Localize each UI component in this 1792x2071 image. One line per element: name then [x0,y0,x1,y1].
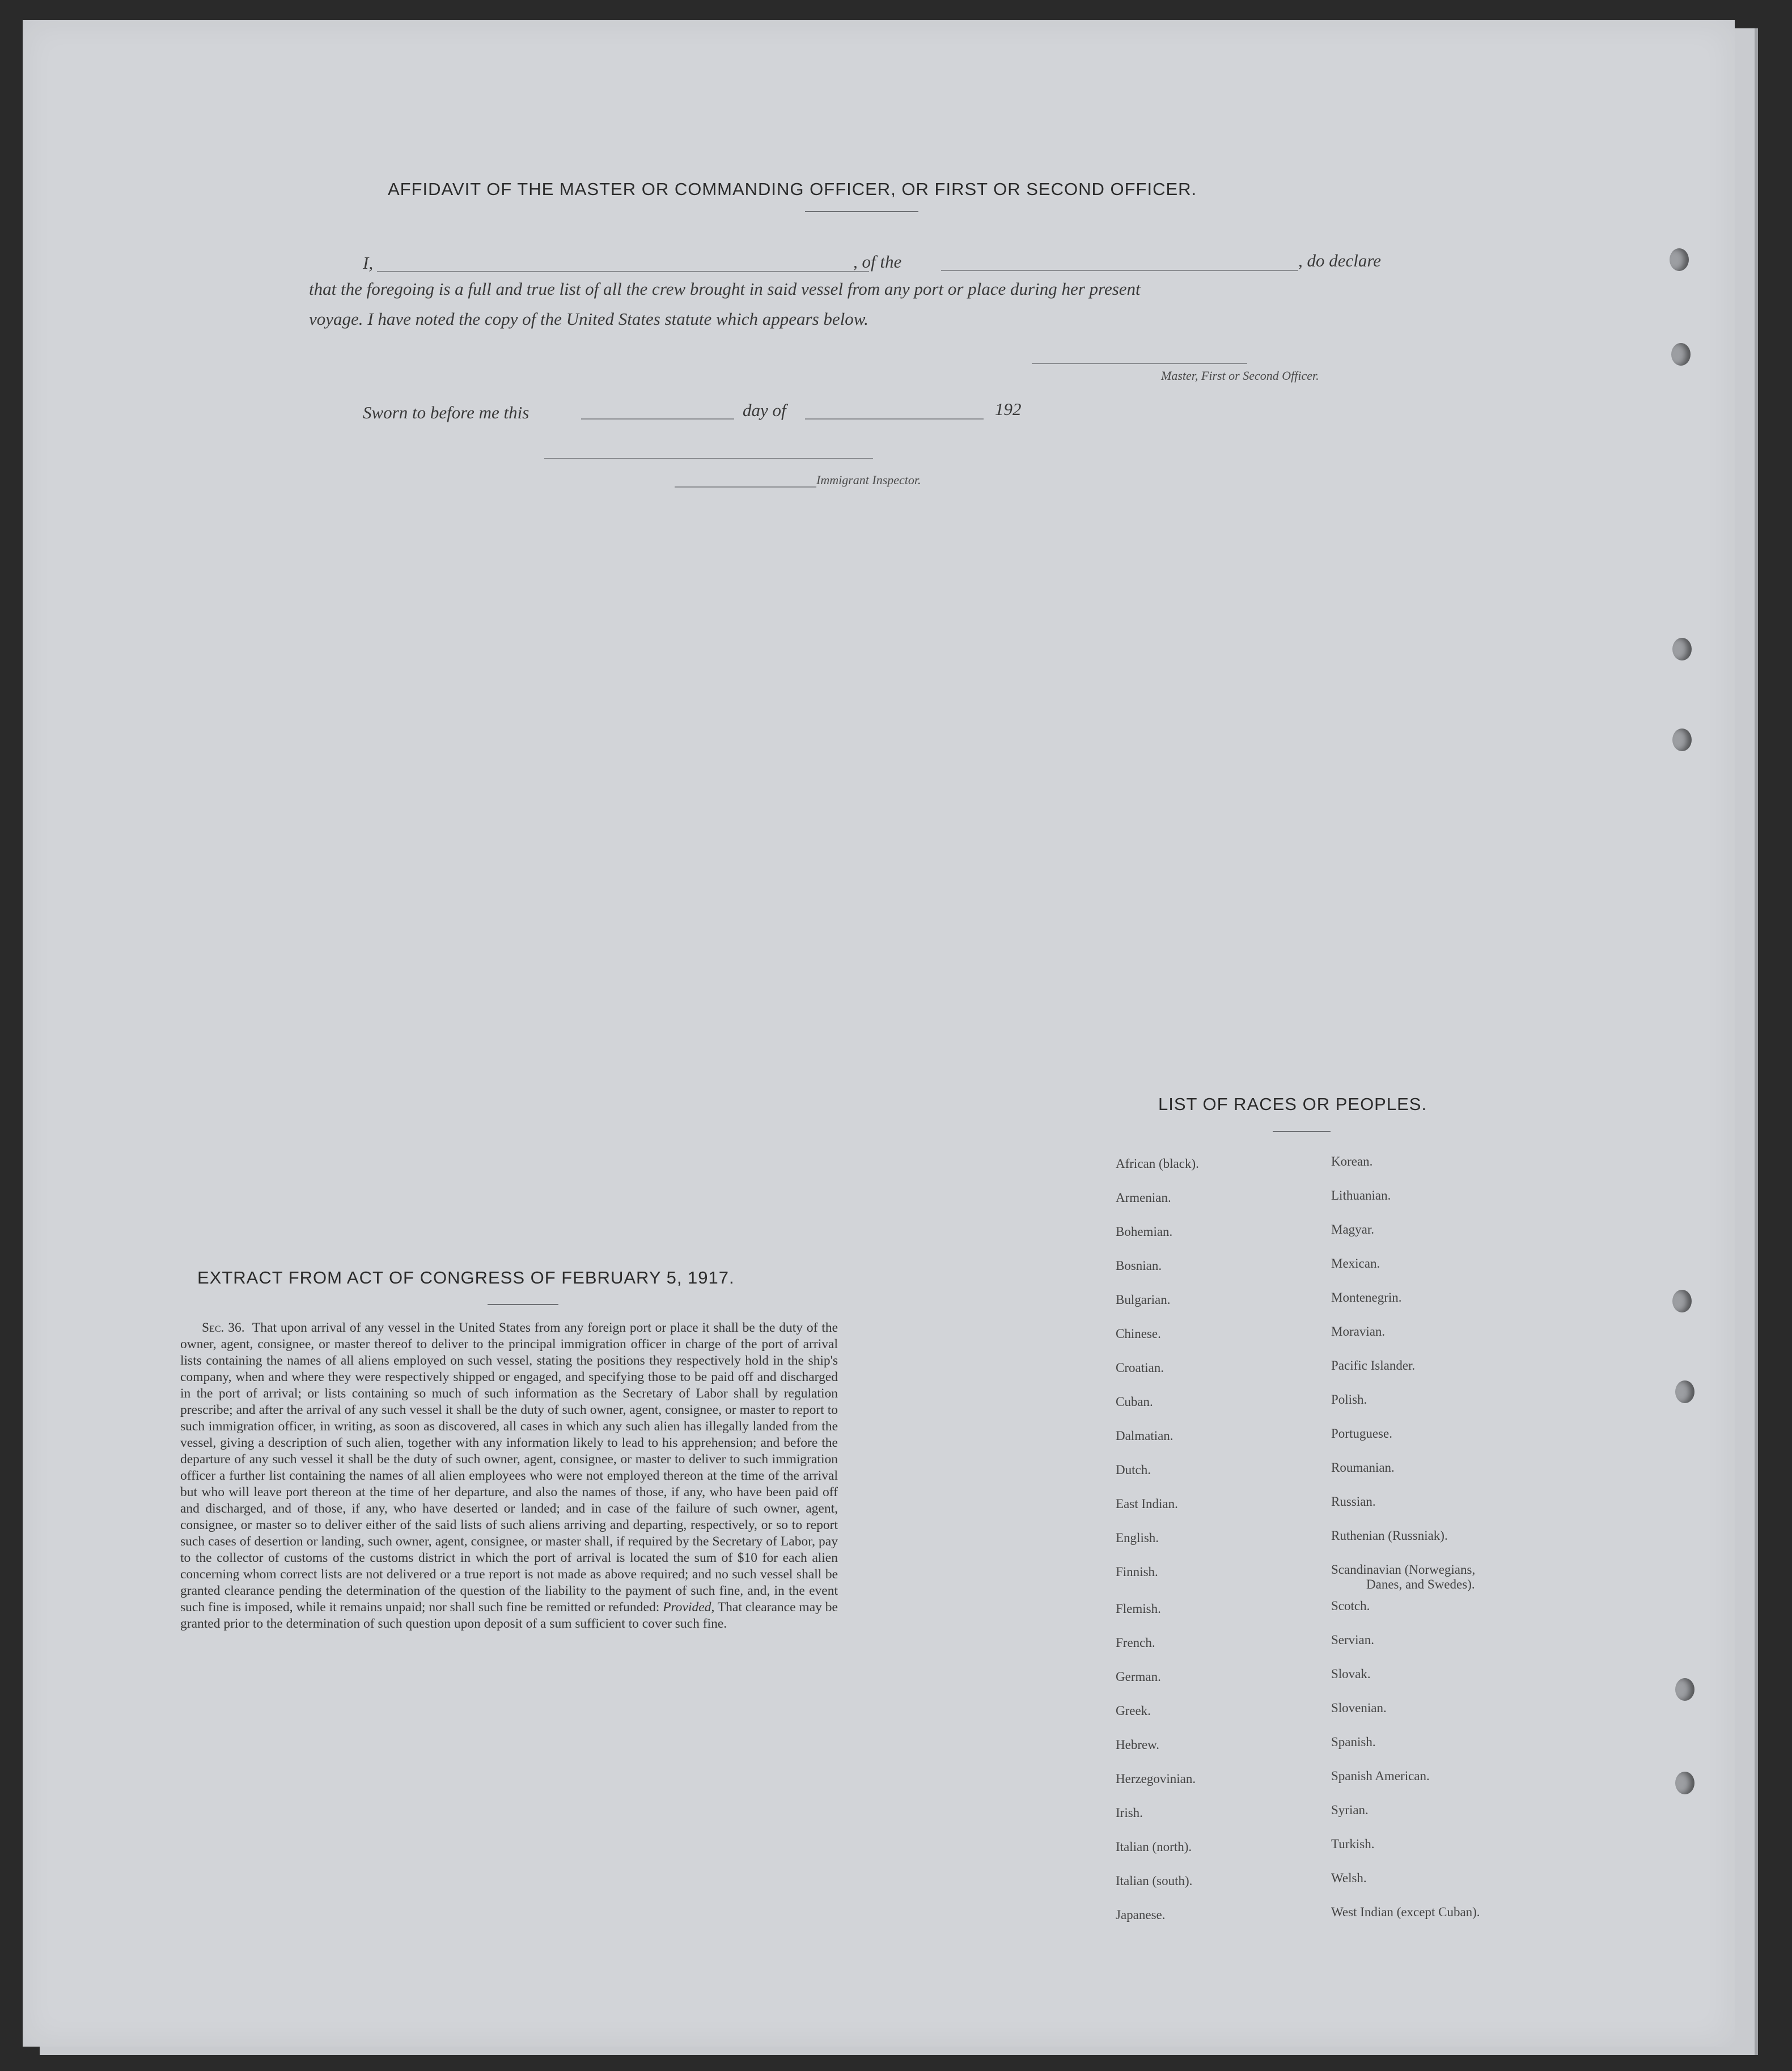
race-item: Roumanian. [1331,1460,1395,1475]
race-item: Italian (north). [1116,1840,1192,1854]
year-label: 192 [995,399,1022,419]
name-blank [377,271,869,272]
race-item: Herzegovinian. [1116,1772,1196,1786]
race-item: Syrian. [1331,1803,1369,1817]
race-item: Scotch. [1331,1599,1370,1613]
punch-hole [1672,1290,1692,1312]
provided-word: Provided, [663,1600,715,1615]
races-column-2 [1331,1154,1480,1939]
sworn-day-blank [581,418,734,420]
race-item-line: Danes, and Swedes). [1366,1577,1475,1591]
race-item: Ruthenian (Russniak). [1331,1528,1448,1543]
punch-hole [1675,1380,1694,1403]
race-item: Bulgarian. [1116,1293,1171,1307]
race-item: Finnish. [1116,1565,1158,1579]
race-item: Italian (south). [1116,1874,1193,1888]
inspector-caption: Immigrant Inspector. [816,473,921,487]
race-item: Slovak. [1331,1667,1371,1681]
race-item: Welsh. [1331,1871,1367,1885]
race-item: Spanish. [1331,1735,1376,1749]
race-item: Portuguese. [1331,1426,1392,1441]
race-item: English. [1116,1531,1159,1545]
race-item: Servian. [1331,1633,1375,1647]
race-item: Japanese. [1116,1908,1166,1922]
race-item: Hebrew. [1116,1738,1160,1752]
section-number: Sec. 36. [202,1320,245,1335]
race-item: Magyar. [1331,1222,1375,1236]
race-item: Chinese. [1116,1327,1161,1341]
race-item: Dalmatian. [1116,1429,1174,1443]
race-item: East Indian. [1116,1497,1178,1511]
race-item: Russian. [1331,1494,1376,1509]
race-item: Slovenian. [1331,1701,1387,1715]
vessel-blank [941,270,1298,271]
race-item: French. [1116,1636,1155,1650]
punch-hole [1671,343,1691,366]
races-rule [1273,1131,1331,1132]
title-rule [805,211,918,212]
inspector-signature-line [544,458,873,459]
race-item: Croatian. [1116,1361,1164,1375]
race-item: Spanish American. [1331,1769,1430,1783]
punch-hole [1672,638,1692,660]
extract-rule [488,1304,558,1305]
affidavit-do-declare: , do declare [1298,251,1382,270]
statute-body: That upon arrival of any vessel in the United States from any foreign port or place it shall be the duty of the owner, agent, consignee, or master thereof to deliver to the principal immigration officer in charge of the port of arrival lists containing the names of all aliens employed on such vessel, stating the positions they respectively hold in the ship's company, when and where they were respectively shipped or engaged, and specifying those to be paid off and discharged in the port of arrival; or lists containing so much of such information as the Secretary of Labor shall by regulation prescribe; and after the arrival of any such vessel it shall be the duty of such owner, agent, consignee, or master to report to such immigration officer, in writing, as soon as discovered, all cases in which any such alien has illegally landed from the vessel, giving a description of such alien, together with any information likely to lead to his apprehension; and before the departure of any such vessel it shall be the duty of such owner, agent, consignee, or master to deliver to such immigration officer a further list containing the names of all alien employees who were not employed thereon at the time of the arrival but who will leave port thereon at the time of her departure, and also the names of those, if any, who have been paid off and discharged, and of those, if any, who have deserted or landed; and in case of the failure of such owner, agent, consignee, or master so to deliver either of the said lists of such aliens arriving and departing, respectively, or so to report such cases of desertion or landing, such owner, agent, consignee, or master shall, if required by the Secretary of Labor, pay to the collector of customs of the customs district in which the port of arrival is located the sum of $10 for each alien concerning whom correct lists are not delivered or a true report is not made as above required; and no such vessel shall be granted clearance pending the determination of the question of the liability to the payment of such fine, and, in the event such fine is imposed, while it remains unpaid; nor shall such fine be remitted or refunded: [180,1320,838,1615]
race-item: Armenian. [1116,1191,1171,1205]
race-item: Lithuanian. [1331,1188,1391,1202]
race-item: Montenegrin. [1331,1290,1402,1305]
race-item: Turkish. [1331,1837,1375,1851]
punch-hole [1675,1678,1694,1701]
sworn-label: Sworn to before me this [363,403,529,422]
punch-hole [1670,248,1689,271]
race-item: Pacific Islander. [1331,1358,1416,1373]
race-item: Cuban. [1116,1395,1153,1409]
races-title: LIST OF RACES OR PEOPLES. [1158,1094,1427,1114]
affidavit-line3: voyage. I have noted the copy of the United States statute which appears below. [309,309,869,329]
affidavit-i: I, [363,253,374,273]
race-item: Korean. [1331,1154,1373,1168]
extract-title: EXTRACT FROM ACT OF CONGRESS OF FEBRUARY 5, 1917. [197,1268,735,1288]
race-item-line: Scandinavian (Norwegians, [1331,1562,1476,1577]
master-caption: Master, First or Second Officer. [1161,369,1319,383]
master-signature-line [1032,363,1247,364]
punch-hole [1672,729,1692,751]
statute-conclusion: That clearance may be granted prior to the determination of such question upon deposit of a sum sufficient to cover such fine. [180,1600,838,1631]
race-item: Dutch. [1116,1463,1151,1477]
race-item: Greek. [1116,1704,1151,1718]
race-item: Moravian. [1331,1324,1386,1339]
races-column-1 [1116,1157,1199,1942]
race-item: West Indian (except Cuban). [1331,1905,1480,1919]
affidavit-of-the: , of the [853,252,902,272]
race-item: African (black). [1116,1157,1199,1171]
inspector-underline [675,486,816,488]
race-item: Mexican. [1331,1256,1380,1270]
race-item: Bohemian. [1116,1225,1173,1239]
affidavit-title: AFFIDAVIT OF THE MASTER OR COMMANDING OFFICER, OR FIRST OR SECOND OFFICER. [388,179,1197,199]
race-item [1331,1562,1480,1599]
race-item: German. [1116,1670,1161,1684]
race-item: Bosnian. [1116,1259,1162,1273]
race-item: Polish. [1331,1392,1367,1407]
sworn-month-blank [805,418,984,420]
day-of-label: day of [743,400,786,420]
race-item: Flemish. [1116,1602,1161,1616]
statute-text [180,1320,838,1632]
affidavit-line2: that the foregoing is a full and true list of all the crew brought in said vessel from any port or place during her present [309,279,1141,299]
punch-hole [1675,1772,1694,1794]
race-item: Irish. [1116,1806,1143,1820]
